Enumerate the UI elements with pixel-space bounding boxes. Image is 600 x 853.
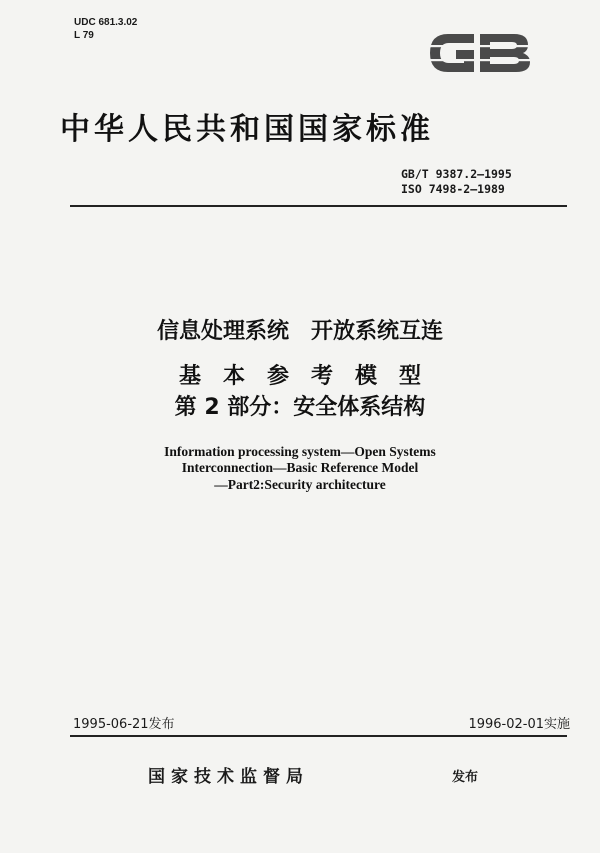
standard-numbers — [401, 167, 512, 197]
gb-logo — [424, 22, 536, 84]
national-standard-title: 中华人民共和国国家标准 — [60, 112, 434, 147]
category-code: L 79 — [74, 30, 94, 41]
issuing-authority-suffix: 发布 — [452, 770, 479, 785]
english-title-line-2: Interconnection—Basic Reference Model — [181, 460, 419, 475]
chinese-title-line-2: 基本参考模型 — [178, 364, 443, 389]
implementation-date: 1996-02-01实施 — [468, 717, 570, 732]
english-title-line-3: —Part2:Security architecture — [214, 477, 386, 492]
top-divider — [70, 205, 567, 207]
iso-standard-number: ISO 7498-2—1989 — [401, 182, 505, 196]
issue-date: 1995-06-21发布 — [73, 717, 175, 732]
bottom-divider — [70, 735, 567, 737]
issuing-authority: 国家技术监督局 — [148, 767, 309, 787]
chinese-title-line-1: 信息处理系统 开放系统互连 — [156, 319, 443, 344]
classification-codes — [74, 16, 137, 42]
gb-standard-number: GB/T 9387.2—1995 — [401, 167, 512, 181]
english-title-line-1: Information processing system—Open Systems — [164, 444, 436, 459]
chinese-title-line-3: 第 2 部分：安全体系结构 — [174, 395, 426, 420]
gb-logo-letter-b — [480, 34, 530, 72]
udc-code: UDC 681.3.02 — [74, 17, 138, 28]
gb-logo-letter-g — [430, 34, 474, 72]
